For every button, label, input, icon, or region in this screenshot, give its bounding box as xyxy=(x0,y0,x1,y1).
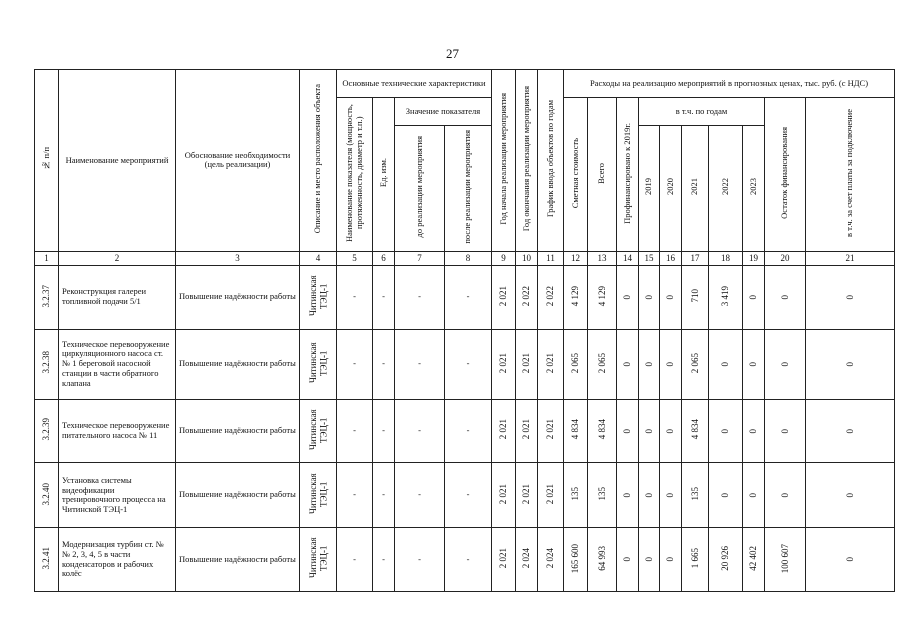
row-2021-text: 1 665 xyxy=(689,548,700,569)
header-schedule-label: График ввода объектов по годам xyxy=(544,100,555,218)
row-financed-2019-text: 0 xyxy=(622,557,633,562)
column-number: 16 xyxy=(660,251,682,265)
row-before xyxy=(395,265,445,329)
row-location-text: Читинская ТЭЦ-1 xyxy=(307,473,328,515)
header-justification xyxy=(176,70,300,252)
row-2020-text: 0 xyxy=(665,361,676,367)
row-2019 xyxy=(639,399,660,463)
row-2021 xyxy=(682,399,709,463)
header-tech-indicator-label: Наименование показателя (мощность, протяженность, диаметр и т.п.) xyxy=(343,104,364,242)
row-before xyxy=(395,329,445,399)
row-2021-text: 2 065 xyxy=(689,352,700,373)
column-number: 5 xyxy=(337,251,373,265)
row-total-text: 64 993 xyxy=(596,545,607,571)
table-header xyxy=(35,70,895,266)
table-row xyxy=(35,265,895,329)
row-remaining-text: 0 xyxy=(779,428,790,434)
row-justification xyxy=(176,463,300,528)
row-name-text: Реконструкция галереи топливной подачи 5/1 xyxy=(62,286,147,307)
row-after-text: - xyxy=(466,291,470,302)
row-2022 xyxy=(709,265,743,329)
row-2020-text: 0 xyxy=(665,557,676,562)
row-2022-text: 0 xyxy=(720,428,731,434)
row-remaining-text: 0 xyxy=(779,361,790,367)
row-year-end-text: 2 021 xyxy=(521,419,532,440)
header-name xyxy=(59,70,176,252)
row-connection-fee xyxy=(806,399,895,463)
row-after xyxy=(445,399,492,463)
row-name-text: Модернизация турбин ст. №№ 2, 3, 4, 5 в части конденсаторов и рабочих колёс xyxy=(62,539,164,579)
header-year-start-label: Год начала реализации мероприятия xyxy=(497,93,508,225)
row-2023-text: 0 xyxy=(748,428,759,434)
row-location-text: Читинская ТЭЦ-1 xyxy=(307,342,328,383)
row-2022-text: 0 xyxy=(720,361,731,367)
row-2021 xyxy=(682,265,709,329)
row-remaining xyxy=(765,265,806,329)
row-after-text: - xyxy=(466,425,470,436)
row-schedule-text: 2 021 xyxy=(545,352,556,373)
row-connection-fee xyxy=(806,528,895,592)
column-number: 15 xyxy=(639,251,660,265)
row-after-text: - xyxy=(466,358,470,369)
header-2023 xyxy=(743,125,765,251)
header-before-label: до реализации мероприятия xyxy=(413,136,424,238)
header-num xyxy=(35,70,59,252)
row-remaining xyxy=(765,528,806,592)
row-location-text: Читинская ТЭЦ-1 xyxy=(307,275,328,317)
row-name xyxy=(59,329,176,399)
header-costs-group-label: Расходы на реализацию мероприятий в прогнозных ценах, тыс. руб. (с НДС) xyxy=(589,77,869,88)
column-number: 6 xyxy=(373,251,395,265)
table-row xyxy=(35,528,895,592)
column-number: 4 xyxy=(300,251,337,265)
header-schedule xyxy=(538,70,564,252)
row-number xyxy=(35,399,59,463)
column-number-row xyxy=(35,251,895,265)
header-2022-label: 2022 xyxy=(719,178,730,196)
row-financed-2019 xyxy=(617,528,639,592)
row-year-start-text: 2 021 xyxy=(498,483,509,505)
header-2021-label: 2021 xyxy=(689,178,700,196)
row-2019-text: 0 xyxy=(643,428,654,434)
row-location-text: Читинская ТЭЦ-1 xyxy=(307,409,328,450)
row-year-start xyxy=(492,329,516,399)
row-estimate-text: 135 xyxy=(570,487,581,501)
header-location xyxy=(300,70,337,252)
row-financed-2019 xyxy=(617,329,639,399)
row-2023 xyxy=(743,528,765,592)
row-remaining xyxy=(765,463,806,528)
row-financed-2019 xyxy=(617,399,639,463)
row-after xyxy=(445,528,492,592)
row-estimate xyxy=(564,329,588,399)
row-schedule xyxy=(538,528,564,592)
row-location xyxy=(300,265,337,329)
header-num-label: № п/п xyxy=(40,147,51,171)
row-schedule-text: 2 021 xyxy=(545,483,556,505)
row-2020 xyxy=(660,265,682,329)
row-2022-text: 0 xyxy=(720,492,731,498)
row-year-start-text: 2 021 xyxy=(498,285,509,306)
row-number-text: 3.2.39 xyxy=(41,418,52,441)
row-estimate xyxy=(564,399,588,463)
row-total-text: 4 834 xyxy=(596,419,607,440)
row-indicator-text: - xyxy=(353,291,356,302)
row-total-text: 2 065 xyxy=(596,352,607,373)
column-number: 11 xyxy=(538,251,564,265)
row-2019 xyxy=(639,265,660,329)
row-indicator-text: - xyxy=(353,425,356,436)
row-2020 xyxy=(660,463,682,528)
header-connection-fee-label: в т.ч. за счет платы за подключение xyxy=(844,109,855,237)
row-indicator xyxy=(337,463,373,528)
row-2023 xyxy=(743,399,765,463)
header-year-start xyxy=(492,70,516,252)
row-justification xyxy=(176,528,300,592)
row-name-text: Установка системы видеофикации тренировочного процесса на Читинской ТЭЦ-1 xyxy=(62,474,166,515)
header-2020-label: 2020 xyxy=(664,178,675,196)
row-2019 xyxy=(639,463,660,528)
row-year-end-text: 2 022 xyxy=(521,285,532,306)
row-location xyxy=(300,528,337,592)
row-number-text: 3.2.37 xyxy=(41,284,52,308)
row-2019-text: 0 xyxy=(643,557,654,562)
header-year-end-label: Год окончания реализации мероприятия xyxy=(520,86,531,232)
row-year-end-text: 2 021 xyxy=(521,483,532,505)
header-financed-2019 xyxy=(617,98,639,252)
row-justification-text: Повышение надёжности работы xyxy=(179,425,296,436)
row-year-end-text: 2 021 xyxy=(521,352,532,373)
row-indicator xyxy=(337,265,373,329)
row-connection-fee-text: 0 xyxy=(844,361,855,367)
row-2023-text: 42 402 xyxy=(748,545,759,571)
row-justification-text: Повышение надёжности работы xyxy=(179,291,296,302)
row-2020 xyxy=(660,399,682,463)
row-number xyxy=(35,329,59,399)
row-number-text: 3.2.38 xyxy=(41,351,52,374)
row-financed-2019 xyxy=(617,265,639,329)
table-row xyxy=(35,463,895,528)
header-after-label: после реализации мероприятия xyxy=(462,130,473,244)
row-unit xyxy=(373,399,395,463)
row-year-start xyxy=(492,399,516,463)
row-connection-fee xyxy=(806,463,895,528)
column-number: 3 xyxy=(176,251,300,265)
header-costs-group xyxy=(564,70,895,98)
row-2021 xyxy=(682,329,709,399)
row-year-end-text: 2 024 xyxy=(521,548,532,569)
row-justification xyxy=(176,329,300,399)
row-year-start xyxy=(492,463,516,528)
header-by-years-label: в т.ч. по годам xyxy=(675,105,728,116)
row-schedule-text: 2 024 xyxy=(545,548,556,569)
header-value-group xyxy=(395,98,492,126)
row-year-end xyxy=(516,399,538,463)
column-number: 12 xyxy=(564,251,588,265)
header-estimate xyxy=(564,98,588,252)
row-2023 xyxy=(743,265,765,329)
row-schedule xyxy=(538,463,564,528)
row-year-end xyxy=(516,463,538,528)
row-remaining xyxy=(765,399,806,463)
column-number: 9 xyxy=(492,251,516,265)
row-indicator xyxy=(337,399,373,463)
header-total-label: Всего xyxy=(596,162,607,184)
header-tech-group xyxy=(337,70,492,98)
row-2022 xyxy=(709,528,743,592)
row-schedule xyxy=(538,399,564,463)
row-justification-text: Повышение надёжности работы xyxy=(179,358,296,369)
row-total-text: 4 129 xyxy=(596,285,607,306)
row-financed-2019 xyxy=(617,463,639,528)
row-2020 xyxy=(660,329,682,399)
row-name xyxy=(59,399,176,463)
row-before-text: - xyxy=(418,425,421,436)
header-2022 xyxy=(709,125,743,251)
row-number-text: 3.2.40 xyxy=(41,482,52,506)
row-connection-fee-text: 0 xyxy=(844,428,855,434)
row-2023 xyxy=(743,329,765,399)
row-name xyxy=(59,528,176,592)
row-schedule xyxy=(538,265,564,329)
row-location xyxy=(300,399,337,463)
row-after xyxy=(445,265,492,329)
row-year-end xyxy=(516,265,538,329)
row-after xyxy=(445,329,492,399)
row-remaining-text: 100 607 xyxy=(779,543,790,573)
row-unit xyxy=(373,463,395,528)
row-estimate xyxy=(564,463,588,528)
row-2020-text: 0 xyxy=(665,492,676,498)
row-after xyxy=(445,463,492,528)
header-2021 xyxy=(682,125,709,251)
investment-table xyxy=(34,69,895,592)
header-unit-label: Ед. изм. xyxy=(377,158,388,188)
row-2021-text: 710 xyxy=(689,289,700,303)
row-indicator-text: - xyxy=(353,358,356,369)
row-name xyxy=(59,463,176,528)
header-tech-indicator xyxy=(337,98,373,252)
row-2019-text: 0 xyxy=(643,294,654,300)
row-location xyxy=(300,463,337,528)
row-estimate-text: 4 129 xyxy=(570,285,581,306)
header-financed-2019-label: Профинансировано к 2019г. xyxy=(621,122,632,224)
row-2019-text: 0 xyxy=(643,361,654,367)
header-before xyxy=(395,125,445,251)
row-total xyxy=(588,528,617,592)
header-tech-group-label: Основные технические характеристики xyxy=(342,77,486,88)
row-estimate xyxy=(564,528,588,592)
row-2023-text: 0 xyxy=(748,294,759,300)
row-estimate-text: 2 065 xyxy=(570,352,581,373)
row-2022 xyxy=(709,399,743,463)
column-number: 2 xyxy=(59,251,176,265)
row-location-text: Читинская ТЭЦ-1 xyxy=(307,538,328,579)
table-body xyxy=(35,265,895,591)
row-2023 xyxy=(743,463,765,528)
header-remaining xyxy=(765,98,806,252)
page-number: 27 xyxy=(446,46,459,61)
row-2022-text: 20 926 xyxy=(720,545,731,571)
row-financed-2019-text: 0 xyxy=(622,294,633,300)
row-connection-fee-text: 0 xyxy=(844,492,855,498)
row-remaining-text: 0 xyxy=(779,492,790,498)
row-estimate-text: 4 834 xyxy=(570,419,581,440)
row-2019 xyxy=(639,329,660,399)
row-2023-text: 0 xyxy=(748,361,759,367)
column-number: 20 xyxy=(765,251,806,265)
row-unit-text: - xyxy=(382,489,385,500)
header-remaining-label: Остаток финансирования xyxy=(779,127,790,219)
row-total xyxy=(588,463,617,528)
row-schedule-text: 2 022 xyxy=(545,285,556,306)
row-remaining-text: 0 xyxy=(779,294,790,300)
table-row xyxy=(35,399,895,463)
row-justification xyxy=(176,399,300,463)
table-row xyxy=(35,329,895,399)
row-unit-text: - xyxy=(382,358,385,369)
row-number xyxy=(35,528,59,592)
row-location xyxy=(300,329,337,399)
row-after-text: - xyxy=(466,489,470,500)
row-2022 xyxy=(709,463,743,528)
header-name-label: Наименование мероприятий xyxy=(65,154,169,165)
header-justification-label: Обоснование необходимости (цель реализации) xyxy=(184,149,291,170)
row-number-text: 3.2.41 xyxy=(41,547,52,570)
row-financed-2019-text: 0 xyxy=(622,361,633,367)
row-2023-text: 0 xyxy=(748,492,759,498)
row-connection-fee-text: 0 xyxy=(844,294,855,300)
header-2020 xyxy=(660,125,682,251)
row-total xyxy=(588,329,617,399)
row-before-text: - xyxy=(418,553,421,564)
row-total xyxy=(588,399,617,463)
row-name-text: Техническое перевооружение питательного насоса № 11 xyxy=(62,420,170,440)
header-by-years xyxy=(639,98,765,126)
row-2021 xyxy=(682,528,709,592)
row-total xyxy=(588,265,617,329)
row-connection-fee xyxy=(806,329,895,399)
column-number: 17 xyxy=(682,251,709,265)
row-connection-fee-text: 0 xyxy=(844,557,855,562)
row-schedule-text: 2 021 xyxy=(545,419,556,440)
header-2023-label: 2023 xyxy=(747,178,758,196)
row-year-start xyxy=(492,265,516,329)
row-justification xyxy=(176,265,300,329)
column-number: 21 xyxy=(806,251,895,265)
header-location-label: Описание и место расположения объекта xyxy=(312,84,323,234)
row-before xyxy=(395,528,445,592)
row-year-end xyxy=(516,528,538,592)
row-after-text: - xyxy=(466,553,470,564)
row-unit-text: - xyxy=(382,291,385,302)
row-indicator xyxy=(337,329,373,399)
column-number: 14 xyxy=(617,251,639,265)
row-before-text: - xyxy=(418,358,421,369)
header-2019 xyxy=(639,125,660,251)
row-justification-text: Повышение надёжности работы xyxy=(179,553,296,564)
column-number: 7 xyxy=(395,251,445,265)
row-unit xyxy=(373,329,395,399)
row-financed-2019-text: 0 xyxy=(622,492,633,498)
row-2019 xyxy=(639,528,660,592)
row-before-text: - xyxy=(418,489,421,500)
row-2019-text: 0 xyxy=(643,492,654,498)
row-2021-text: 135 xyxy=(689,487,700,501)
row-year-start-text: 2 021 xyxy=(498,352,509,373)
row-estimate-text: 165 600 xyxy=(570,543,581,573)
column-number: 1 xyxy=(35,251,59,265)
row-name xyxy=(59,265,176,329)
row-year-start xyxy=(492,528,516,592)
row-number xyxy=(35,463,59,528)
header-unit xyxy=(373,98,395,252)
row-year-end xyxy=(516,329,538,399)
header-total xyxy=(588,98,617,252)
header-connection-fee xyxy=(806,98,895,252)
row-before xyxy=(395,463,445,528)
row-2020 xyxy=(660,528,682,592)
row-unit xyxy=(373,528,395,592)
row-justification-text: Повышение надёжности работы xyxy=(179,489,296,500)
column-number: 8 xyxy=(445,251,492,265)
row-number xyxy=(35,265,59,329)
row-financed-2019-text: 0 xyxy=(622,428,633,434)
header-after xyxy=(445,125,492,251)
row-name-text: Техническое перевооружение циркуляционного насоса ст. № 1 береговой насосной станции в части обратного клапана xyxy=(62,338,170,388)
column-number: 10 xyxy=(516,251,538,265)
row-2021 xyxy=(682,463,709,528)
row-unit-text: - xyxy=(382,425,385,436)
header-estimate-label: Сметная стоимость xyxy=(569,137,580,209)
row-2022 xyxy=(709,329,743,399)
row-before xyxy=(395,399,445,463)
row-2021-text: 4 834 xyxy=(689,419,700,440)
column-number: 13 xyxy=(588,251,617,265)
row-2020-text: 0 xyxy=(665,428,676,434)
row-indicator-text: - xyxy=(353,489,356,500)
row-total-text: 135 xyxy=(596,487,607,501)
row-unit-text: - xyxy=(382,553,385,564)
row-schedule xyxy=(538,329,564,399)
row-year-start-text: 2 021 xyxy=(498,419,509,440)
row-before-text: - xyxy=(418,291,421,302)
row-indicator xyxy=(337,528,373,592)
header-year-end xyxy=(516,70,538,252)
column-number: 18 xyxy=(709,251,743,265)
column-number: 19 xyxy=(743,251,765,265)
row-unit xyxy=(373,265,395,329)
row-indicator-text: - xyxy=(353,553,356,564)
header-2019-label: 2019 xyxy=(643,178,654,196)
row-2022-text: 3 419 xyxy=(720,285,731,306)
row-2020-text: 0 xyxy=(665,294,676,300)
row-connection-fee xyxy=(806,265,895,329)
header-value-group-label: Значение показателя xyxy=(405,105,481,116)
row-year-start-text: 2 021 xyxy=(498,548,509,569)
row-remaining xyxy=(765,329,806,399)
row-estimate xyxy=(564,265,588,329)
